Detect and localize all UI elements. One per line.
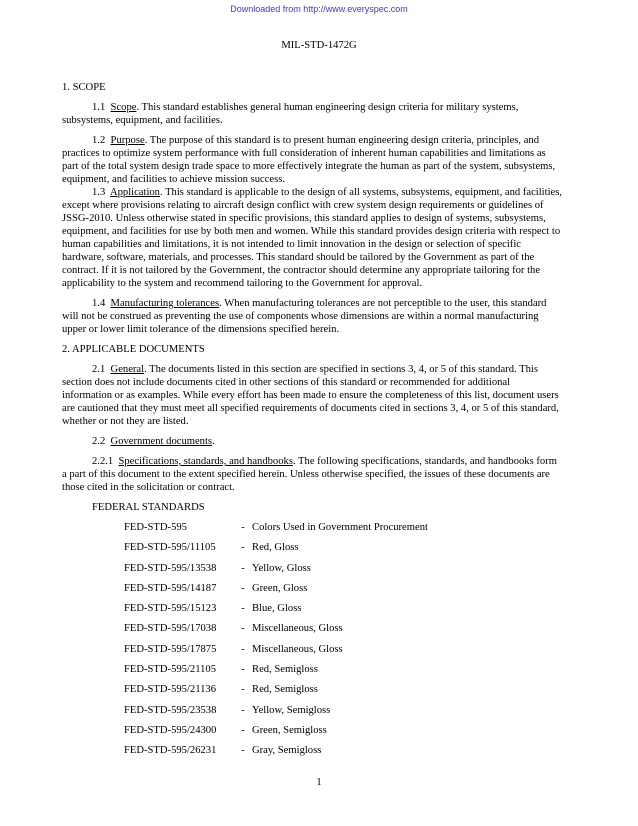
standard-description: Miscellaneous, Gloss bbox=[252, 643, 343, 655]
paragraph-number: 1.3 bbox=[92, 187, 106, 198]
federal-standards-heading: FEDERAL STANDARDS bbox=[92, 502, 205, 513]
paragraph-title: Government documents bbox=[110, 436, 213, 447]
standard-description: Yellow, Gloss bbox=[252, 562, 311, 574]
separator-dash: - bbox=[241, 623, 245, 635]
standard-description: Green, Semigloss bbox=[252, 724, 327, 736]
separator-dash: - bbox=[241, 724, 245, 736]
table-row bbox=[124, 622, 428, 642]
page-number: 1 bbox=[316, 777, 322, 788]
separator-dash: - bbox=[241, 684, 245, 696]
paragraph-1-2 bbox=[62, 134, 562, 186]
paragraph-2-1 bbox=[62, 363, 562, 428]
standard-code: FED-STD-595/24300 bbox=[124, 724, 217, 736]
separator-dash: - bbox=[241, 562, 245, 574]
paragraph-number: 1.1 bbox=[92, 102, 106, 113]
standard-description: Yellow, Semigloss bbox=[252, 704, 331, 716]
standard-code: FED-STD-595/15123 bbox=[124, 603, 217, 615]
standard-code: FED-STD-595/21136 bbox=[124, 684, 217, 696]
table-row bbox=[124, 704, 428, 724]
standard-code: FED-STD-595/17875 bbox=[124, 643, 217, 655]
standard-description: Miscellaneous, Gloss bbox=[252, 623, 343, 635]
table-row bbox=[124, 663, 428, 683]
standard-code: FED-STD-595/17038 bbox=[124, 623, 217, 635]
separator-dash: - bbox=[241, 522, 245, 533]
paragraph-1-3 bbox=[62, 186, 562, 290]
watermark-link[interactable]: Downloaded from http://www.everyspec.com bbox=[230, 4, 408, 14]
document-id-header: MIL-STD-1472G bbox=[281, 40, 357, 51]
paragraph-number: 1.2 bbox=[92, 135, 106, 146]
paragraph-title: Manufacturing tolerances bbox=[110, 298, 220, 309]
section-heading-scope: 1. SCOPE bbox=[62, 82, 106, 93]
standard-description: Red, Semigloss bbox=[252, 664, 318, 676]
section-heading-applicable-documents: 2. APPLICABLE DOCUMENTS bbox=[62, 344, 205, 355]
paragraph-2-2-1 bbox=[62, 455, 562, 494]
standard-description: Red, Gloss bbox=[252, 542, 299, 554]
paragraph-2-2 bbox=[62, 435, 562, 448]
paragraph-1-4 bbox=[62, 297, 562, 336]
standard-code: FED-STD-595/13538 bbox=[124, 562, 217, 574]
paragraph-title: Purpose bbox=[110, 135, 145, 146]
standard-description: Colors Used in Government Procurement bbox=[252, 522, 428, 533]
separator-dash: - bbox=[241, 542, 245, 554]
paragraph-text: . When manufacturing tolerances are not perceptible to the user, this standard will not be construed as preventing the use of components whose dimensions are within a normal manufacturing upper or lower limit tolerance of the dimensions specified herein. bbox=[62, 298, 547, 335]
standard-description: Gray, Semigloss bbox=[252, 745, 322, 757]
paragraph-text: . This standard establishes general human engineering design criteria for military systems, subsystems, equipment, and facilities. bbox=[62, 102, 519, 126]
paragraph-title: Application bbox=[109, 187, 160, 198]
table-row bbox=[124, 562, 428, 582]
standard-description: Green, Gloss bbox=[252, 582, 308, 594]
federal-standards-table bbox=[124, 521, 428, 765]
paragraph-1-1 bbox=[62, 101, 562, 127]
standard-code: FED-STD-595/21105 bbox=[124, 664, 217, 676]
paragraph-text: . The following specifications, standards, and handbooks form a part of this document to the extent specified herein. Unless otherwise specified, the issues of these documents are those cited in the solicitation or contract. bbox=[62, 456, 557, 493]
separator-dash: - bbox=[241, 582, 245, 594]
table-row bbox=[124, 521, 428, 541]
separator-dash: - bbox=[241, 603, 245, 615]
paragraph-number: 1.4 bbox=[92, 298, 106, 309]
separator-dash: - bbox=[241, 643, 245, 655]
paragraph-text: . The documents listed in this section are specified in sections 3, 4, or 5 of this standard. This section does not include documents cited in other sections of this standard or recommended for additional information or as examples. While every effort has been made to ensure the completeness of this list, document users are cautioned that they must meet all specified requirements of documents cited in sections 3, 4, or 5 of this standard, whether or not they are listed. bbox=[62, 364, 559, 427]
separator-dash: - bbox=[241, 704, 245, 716]
document-body bbox=[62, 81, 562, 765]
paragraph-text: . The purpose of this standard is to present human engineering design criteria, principles, and practices to optimize system performance with full consideration of inherent human capabilities and limitations as part of the total system design trade space to more effectively integrate the human as part of the system, subsystems, equipment, and facilities to achieve mission success. bbox=[62, 135, 556, 185]
separator-dash: - bbox=[241, 745, 245, 757]
paragraph-title: Scope bbox=[110, 102, 137, 113]
standard-description: Blue, Gloss bbox=[252, 603, 302, 615]
table-row bbox=[124, 541, 428, 561]
table-row bbox=[124, 602, 428, 622]
standard-code: FED-STD-595/26231 bbox=[124, 745, 217, 757]
standard-code: FED-STD-595/23538 bbox=[124, 704, 217, 716]
paragraph-number: 2.2 bbox=[92, 436, 106, 447]
table-row bbox=[124, 683, 428, 703]
paragraph-text: . This standard is applicable to the design of all systems, subsystems, equipment, and facilities, except where provisions relating to aircraft design conflict with crew system design requirements or guidelines of JSSG-2010. Unless otherwise stated in specific provisions, this standard applies to design of systems, subsystems, equipment, and facilities for use by both men and women. While this standard provides design criteria with respect to human capabilities and limitations, it is not intended to limit innovation in the design or selection of specific hardware, software, materials, and processes. This standard should be tailored by the Government as part of the contract. If it is not tailored by the Government, the contractor should determine any appropriate tailoring for the applicability to the system and recommend tailoring to the Government for approval. bbox=[62, 187, 562, 289]
table-row bbox=[124, 643, 428, 663]
table-row bbox=[124, 724, 428, 744]
standard-description: Red, Semigloss bbox=[252, 684, 318, 696]
table-row bbox=[124, 582, 428, 602]
paragraph-text: . bbox=[212, 436, 215, 447]
paragraph-title: General bbox=[110, 364, 145, 375]
separator-dash: - bbox=[241, 664, 245, 676]
standard-code: FED-STD-595/14187 bbox=[124, 582, 217, 594]
standard-code: FED-STD-595 bbox=[124, 522, 187, 533]
paragraph-number: 2.2.1 bbox=[92, 456, 114, 467]
standard-code: FED-STD-595/11105 bbox=[124, 542, 216, 554]
table-row bbox=[124, 744, 428, 764]
paragraph-number: 2.1 bbox=[92, 364, 106, 375]
paragraph-title: Specifications, standards, and handbooks bbox=[118, 456, 293, 467]
